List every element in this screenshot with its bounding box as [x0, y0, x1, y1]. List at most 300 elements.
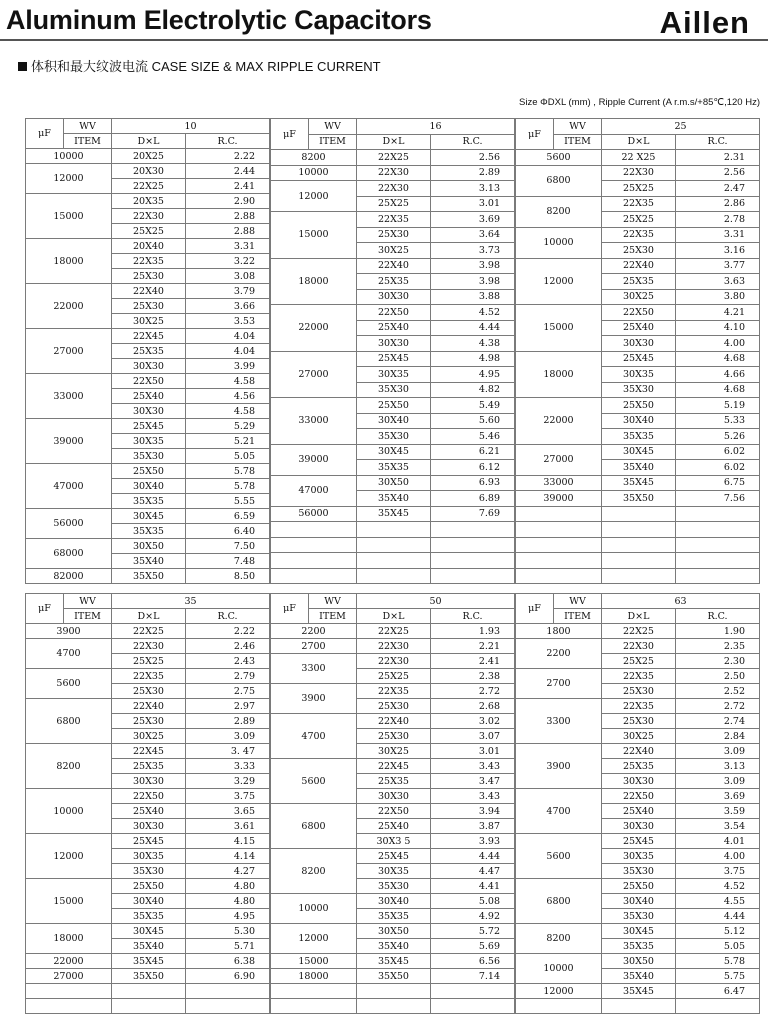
table-row	[516, 398, 760, 414]
rc-header: R.C.	[186, 609, 270, 624]
ripple-current-cell: 5.78	[186, 464, 270, 479]
table-row	[26, 284, 270, 299]
ripple-current-cell: 2.97	[186, 699, 270, 714]
ripple-current-cell: 4.44	[676, 909, 760, 924]
capacitance-cell: 8200	[26, 744, 112, 789]
table-row	[26, 834, 270, 849]
empty-cell	[602, 553, 676, 569]
case-size-cell: 20X40	[112, 239, 186, 254]
empty-cell	[271, 568, 357, 584]
ripple-current-cell: 6.89	[431, 491, 515, 507]
uf-header: μF	[26, 594, 64, 624]
case-size-cell: 35X40	[357, 939, 431, 954]
wv-value: 16	[357, 119, 515, 135]
table-header-row	[271, 594, 515, 609]
case-size-cell: 22X40	[357, 714, 431, 729]
ripple-current-cell: 2.56	[431, 150, 515, 166]
capacitance-cell: 4700	[516, 789, 602, 834]
item-label: ITEM	[554, 609, 602, 624]
dxl-header: D×L	[112, 609, 186, 624]
ripple-current-cell: 2.41	[186, 179, 270, 194]
empty-row	[271, 522, 515, 538]
empty-cell	[357, 537, 431, 553]
table-header-row	[516, 119, 760, 135]
ripple-current-cell: 2.43	[186, 654, 270, 669]
header-divider	[0, 39, 768, 41]
case-size-cell: 25X40	[357, 819, 431, 834]
ripple-current-cell: 2.88	[186, 224, 270, 239]
capacitance-cell: 22000	[26, 954, 112, 969]
case-size-cell: 22X50	[602, 305, 676, 321]
item-label: ITEM	[64, 134, 112, 149]
ripple-current-cell: 2.35	[676, 639, 760, 654]
capacitance-cell: 39000	[26, 419, 112, 464]
ripple-current-cell: 5.69	[431, 939, 515, 954]
table-header-row	[26, 119, 270, 134]
ripple-current-cell: 4.00	[676, 336, 760, 352]
table-block-low-voltage	[25, 118, 767, 584]
table-row	[271, 714, 515, 729]
table-row	[271, 684, 515, 699]
ripple-current-cell: 3.31	[186, 239, 270, 254]
capacitance-cell: 12000	[516, 258, 602, 305]
case-size-cell: 30X50	[112, 539, 186, 554]
ripple-current-cell: 3.53	[186, 314, 270, 329]
ripple-current-cell: 5.46	[431, 429, 515, 445]
empty-row	[271, 999, 515, 1014]
ripple-current-cell: 6.93	[431, 475, 515, 491]
case-size-cell: 22X35	[602, 699, 676, 714]
uf-header: μF	[26, 119, 64, 149]
case-size-cell: 30X40	[357, 413, 431, 429]
capacitance-cell: 3900	[516, 744, 602, 789]
table-row	[516, 669, 760, 684]
case-size-cell: 30X40	[602, 894, 676, 909]
capacitance-cell: 10000	[516, 227, 602, 258]
empty-cell	[602, 537, 676, 553]
ripple-current-cell: 3.87	[431, 819, 515, 834]
ripple-current-cell: 3.99	[186, 359, 270, 374]
table-row	[516, 744, 760, 759]
case-size-cell: 25X25	[602, 212, 676, 228]
empty-cell	[676, 553, 760, 569]
wv-value: 35	[112, 594, 270, 609]
ripple-current-cell: 4.44	[431, 320, 515, 336]
ripple-current-cell: 2.31	[676, 150, 760, 166]
case-size-cell: 20X35	[112, 194, 186, 209]
table-header-row	[516, 594, 760, 609]
ripple-current-cell: 1.90	[676, 624, 760, 639]
case-size-cell: 22X30	[357, 654, 431, 669]
case-size-cell: 22 X25	[602, 150, 676, 166]
dxl-header: D×L	[602, 609, 676, 624]
case-size-cell: 30X50	[357, 475, 431, 491]
dxl-header: D×L	[357, 609, 431, 624]
capacitance-cell: 33000	[516, 475, 602, 491]
case-size-cell: 30X25	[357, 744, 431, 759]
uf-header: μF	[516, 594, 554, 624]
capacitance-cell: 5600	[271, 759, 357, 804]
empty-cell	[357, 522, 431, 538]
ripple-current-cell: 2.21	[431, 639, 515, 654]
case-size-cell: 22X35	[602, 669, 676, 684]
empty-cell	[271, 522, 357, 538]
case-size-cell: 25X45	[357, 849, 431, 864]
capacitance-cell: 12000	[26, 164, 112, 194]
table-row	[271, 639, 515, 654]
table-row	[516, 639, 760, 654]
case-size-cell: 35X50	[602, 491, 676, 507]
case-size-cell: 35X45	[357, 954, 431, 969]
capacitance-cell: 27000	[26, 969, 112, 984]
capacitance-cell: 22000	[516, 398, 602, 445]
empty-row	[516, 568, 760, 584]
case-size-cell: 30X45	[602, 924, 676, 939]
ripple-current-cell: 3.77	[676, 258, 760, 274]
case-size-cell: 30X50	[357, 924, 431, 939]
ripple-current-cell: 2.72	[431, 684, 515, 699]
capacitance-cell: 27000	[26, 329, 112, 374]
table-row	[26, 699, 270, 714]
capacitance-cell: 18000	[271, 969, 357, 984]
case-size-cell: 30X35	[112, 434, 186, 449]
page-title: Aluminum Electrolytic Capacitors	[6, 5, 432, 35]
case-size-cell: 22X50	[602, 789, 676, 804]
case-size-cell: 25X25	[602, 181, 676, 197]
table-row	[516, 150, 760, 166]
ripple-current-cell: 5.05	[676, 939, 760, 954]
ripple-current-cell: 4.80	[186, 879, 270, 894]
ripple-current-cell: 2.75	[186, 684, 270, 699]
ripple-current-cell: 2.50	[676, 669, 760, 684]
ripple-current-cell: 4.47	[431, 864, 515, 879]
case-size-cell: 35X30	[357, 382, 431, 398]
table-row	[271, 150, 515, 166]
case-size-cell: 25X50	[112, 464, 186, 479]
capacitance-cell: 10000	[271, 894, 357, 924]
table-header-row	[271, 119, 515, 135]
empty-cell	[516, 999, 602, 1014]
case-size-cell: 35X45	[357, 506, 431, 522]
ripple-current-cell: 7.50	[186, 539, 270, 554]
empty-cell	[357, 984, 431, 999]
case-size-cell: 25X40	[112, 804, 186, 819]
case-size-cell: 25X30	[602, 243, 676, 259]
case-size-cell: 25X30	[357, 729, 431, 744]
square-bullet-icon	[18, 62, 27, 71]
ripple-current-cell: 6.47	[676, 984, 760, 999]
table-row	[516, 305, 760, 321]
case-size-cell: 30X3 5	[357, 834, 431, 849]
capacitance-cell: 2200	[271, 624, 357, 639]
capacitance-cell: 8200	[516, 924, 602, 954]
ripple-current-cell: 3.66	[186, 299, 270, 314]
ripple-current-cell: 5.78	[676, 954, 760, 969]
empty-cell	[676, 999, 760, 1014]
capacitance-cell: 5600	[516, 150, 602, 166]
ripple-current-cell: 3.02	[431, 714, 515, 729]
ripple-current-cell: 7.48	[186, 554, 270, 569]
rc-header: R.C.	[676, 609, 760, 624]
uf-header: μF	[271, 119, 309, 150]
ripple-current-cell: 4.00	[676, 849, 760, 864]
item-label: ITEM	[309, 134, 357, 150]
ripple-current-cell: 4.68	[676, 351, 760, 367]
case-size-cell: 25X30	[357, 227, 431, 243]
table-row	[26, 194, 270, 209]
case-size-cell: 22X30	[602, 639, 676, 654]
table-row	[26, 669, 270, 684]
ripple-current-cell: 2.30	[676, 654, 760, 669]
case-size-cell: 22X40	[112, 284, 186, 299]
capacitance-cell: 22000	[26, 284, 112, 329]
case-size-cell: 30X50	[602, 954, 676, 969]
wv-value: 50	[357, 594, 515, 609]
case-size-cell: 22X50	[112, 374, 186, 389]
ripple-current-cell: 4.52	[676, 879, 760, 894]
ripple-current-cell: 5.05	[186, 449, 270, 464]
wv-value: 10	[112, 119, 270, 134]
case-size-cell: 25X45	[357, 351, 431, 367]
case-size-cell: 22X30	[112, 639, 186, 654]
ripple-current-cell: 5.26	[676, 429, 760, 445]
ripple-current-cell: 4.56	[186, 389, 270, 404]
empty-cell	[26, 999, 112, 1014]
capacitance-cell: 47000	[271, 475, 357, 506]
capacitance-cell: 6800	[516, 879, 602, 924]
ripple-current-cell: 6.90	[186, 969, 270, 984]
ripple-current-cell: 6.75	[676, 475, 760, 491]
table-row	[26, 509, 270, 524]
case-size-cell: 30X30	[602, 819, 676, 834]
case-size-cell: 30X30	[112, 404, 186, 419]
spec-table-wv-25	[515, 118, 760, 584]
ripple-current-cell: 4.80	[186, 894, 270, 909]
ripple-current-cell: 4.66	[676, 367, 760, 383]
table-row	[26, 879, 270, 894]
table-row	[516, 258, 760, 274]
table-row	[271, 475, 515, 491]
ripple-current-cell: 2.86	[676, 196, 760, 212]
page-header	[0, 0, 768, 46]
dxl-header: D×L	[357, 134, 431, 150]
case-size-cell: 30X45	[602, 444, 676, 460]
case-size-cell: 25X45	[112, 419, 186, 434]
case-size-cell: 30X25	[602, 289, 676, 305]
table-row	[271, 954, 515, 969]
empty-row	[271, 568, 515, 584]
ripple-current-cell: 2.44	[186, 164, 270, 179]
ripple-current-cell: 4.14	[186, 849, 270, 864]
case-size-cell: 22X35	[112, 254, 186, 269]
capacitance-cell: 15000	[26, 879, 112, 924]
ripple-current-cell: 4.01	[676, 834, 760, 849]
case-size-cell: 30X30	[112, 774, 186, 789]
case-size-cell: 22X35	[112, 669, 186, 684]
case-size-cell: 22X35	[357, 684, 431, 699]
ripple-current-cell: 8.50	[186, 569, 270, 584]
ripple-current-cell: 4.21	[676, 305, 760, 321]
ripple-current-cell: 5.33	[676, 413, 760, 429]
capacitance-cell: 39000	[516, 491, 602, 507]
capacitance-cell: 8200	[516, 196, 602, 227]
case-size-cell: 25X30	[112, 299, 186, 314]
ripple-current-cell: 3.80	[676, 289, 760, 305]
ripple-current-cell: 3.79	[186, 284, 270, 299]
case-size-cell: 25X30	[602, 714, 676, 729]
ripple-current-cell: 4.55	[676, 894, 760, 909]
ripple-current-cell: 3.09	[186, 729, 270, 744]
case-size-cell: 30X45	[112, 924, 186, 939]
ripple-current-cell: 3.75	[186, 789, 270, 804]
ripple-current-cell: 2.79	[186, 669, 270, 684]
ripple-current-cell: 2.41	[431, 654, 515, 669]
dxl-header: D×L	[112, 134, 186, 149]
ripple-current-cell: 3.54	[676, 819, 760, 834]
ripple-current-cell: 4.38	[431, 336, 515, 352]
table-row	[516, 954, 760, 969]
wv-label: WV	[309, 594, 357, 609]
wv-label: WV	[64, 119, 112, 134]
case-size-cell: 25X25	[357, 196, 431, 212]
ripple-current-cell: 6.56	[431, 954, 515, 969]
ripple-current-cell: 2.90	[186, 194, 270, 209]
ripple-current-cell: 5.55	[186, 494, 270, 509]
case-size-cell: 30X40	[112, 479, 186, 494]
table-row	[516, 789, 760, 804]
capacitance-cell: 1800	[516, 624, 602, 639]
ripple-current-cell: 3.73	[431, 243, 515, 259]
spec-table-wv-63	[515, 593, 760, 1014]
ripple-current-cell: 3.13	[676, 759, 760, 774]
ripple-current-cell: 3.63	[676, 274, 760, 290]
table-row	[516, 475, 760, 491]
case-size-cell: 35X40	[112, 554, 186, 569]
case-size-cell: 35X45	[112, 954, 186, 969]
table-row	[516, 879, 760, 894]
ripple-current-cell: 3.65	[186, 804, 270, 819]
ripple-current-cell: 3.13	[431, 181, 515, 197]
empty-cell	[431, 537, 515, 553]
case-size-cell: 30X30	[112, 359, 186, 374]
empty-cell	[676, 522, 760, 538]
table-row	[516, 984, 760, 999]
empty-cell	[602, 999, 676, 1014]
ripple-current-cell: 4.04	[186, 344, 270, 359]
spec-table-wv-16	[270, 118, 515, 584]
capacitance-cell: 10000	[271, 165, 357, 181]
case-size-cell: 35X50	[112, 969, 186, 984]
ripple-current-cell: 4.44	[431, 849, 515, 864]
rc-header: R.C.	[186, 134, 270, 149]
ripple-current-cell: 2.52	[676, 684, 760, 699]
capacitance-cell: 18000	[26, 239, 112, 284]
case-size-cell: 35X35	[112, 909, 186, 924]
ripple-current-cell: 5.29	[186, 419, 270, 434]
empty-cell	[602, 568, 676, 584]
ripple-current-cell: 3.94	[431, 804, 515, 819]
ripple-current-cell: 6.21	[431, 444, 515, 460]
table-row	[26, 954, 270, 969]
capacitance-cell: 10000	[516, 954, 602, 984]
case-size-cell: 30X30	[602, 336, 676, 352]
empty-cell	[271, 984, 357, 999]
capacitance-cell: 5600	[26, 669, 112, 699]
brand-logo: Aillen	[659, 5, 750, 40]
empty-row	[516, 999, 760, 1014]
case-size-cell: 22X50	[357, 305, 431, 321]
ripple-current-cell: 5.78	[186, 479, 270, 494]
section-title	[18, 56, 381, 75]
rc-header: R.C.	[431, 609, 515, 624]
case-size-cell: 30X35	[357, 367, 431, 383]
empty-row	[271, 537, 515, 553]
table-row	[516, 491, 760, 507]
ripple-current-cell: 5.12	[676, 924, 760, 939]
table-row	[516, 834, 760, 849]
case-size-cell: 35X35	[602, 429, 676, 445]
case-size-cell: 25X35	[357, 774, 431, 789]
table-row	[26, 164, 270, 179]
table-row	[271, 849, 515, 864]
case-size-cell: 25X30	[357, 699, 431, 714]
empty-cell	[186, 999, 270, 1014]
case-size-cell: 25X45	[602, 834, 676, 849]
empty-cell	[357, 999, 431, 1014]
ripple-current-cell: 3.69	[676, 789, 760, 804]
case-size-cell: 22X30	[357, 639, 431, 654]
case-size-cell: 35X45	[602, 475, 676, 491]
case-size-cell: 35X35	[112, 524, 186, 539]
empty-row	[26, 984, 270, 999]
table-row	[271, 506, 515, 522]
table-row	[26, 239, 270, 254]
case-size-cell: 22X25	[357, 624, 431, 639]
case-size-cell: 35X30	[112, 864, 186, 879]
ripple-current-cell: 2.78	[676, 212, 760, 228]
ripple-current-cell: 1.93	[431, 624, 515, 639]
ripple-current-cell: 4.82	[431, 382, 515, 398]
case-size-cell: 22X40	[112, 699, 186, 714]
ripple-current-cell: 5.30	[186, 924, 270, 939]
ripple-current-cell: 4.58	[186, 404, 270, 419]
case-size-cell: 35X35	[112, 494, 186, 509]
case-size-cell: 35X45	[602, 984, 676, 999]
case-size-cell: 30X40	[602, 413, 676, 429]
case-size-cell: 35X30	[112, 449, 186, 464]
case-size-cell: 22X35	[357, 212, 431, 228]
ripple-current-cell: 2.46	[186, 639, 270, 654]
capacitance-cell: 12000	[271, 924, 357, 954]
case-size-cell: 25X25	[112, 224, 186, 239]
case-size-cell: 30X30	[357, 336, 431, 352]
empty-cell	[357, 568, 431, 584]
capacitance-cell: 39000	[271, 444, 357, 475]
spec-table-wv-10	[25, 118, 270, 584]
empty-row	[516, 537, 760, 553]
ripple-current-cell: 5.08	[431, 894, 515, 909]
table-row	[26, 329, 270, 344]
ripple-current-cell: 3.93	[431, 834, 515, 849]
case-size-cell: 22X30	[112, 209, 186, 224]
spec-table-wv-50	[270, 593, 515, 1014]
empty-row	[516, 553, 760, 569]
wv-label: WV	[554, 594, 602, 609]
table-row	[271, 804, 515, 819]
case-size-cell: 30X25	[112, 729, 186, 744]
ripple-current-cell: 2.72	[676, 699, 760, 714]
table-row	[516, 351, 760, 367]
